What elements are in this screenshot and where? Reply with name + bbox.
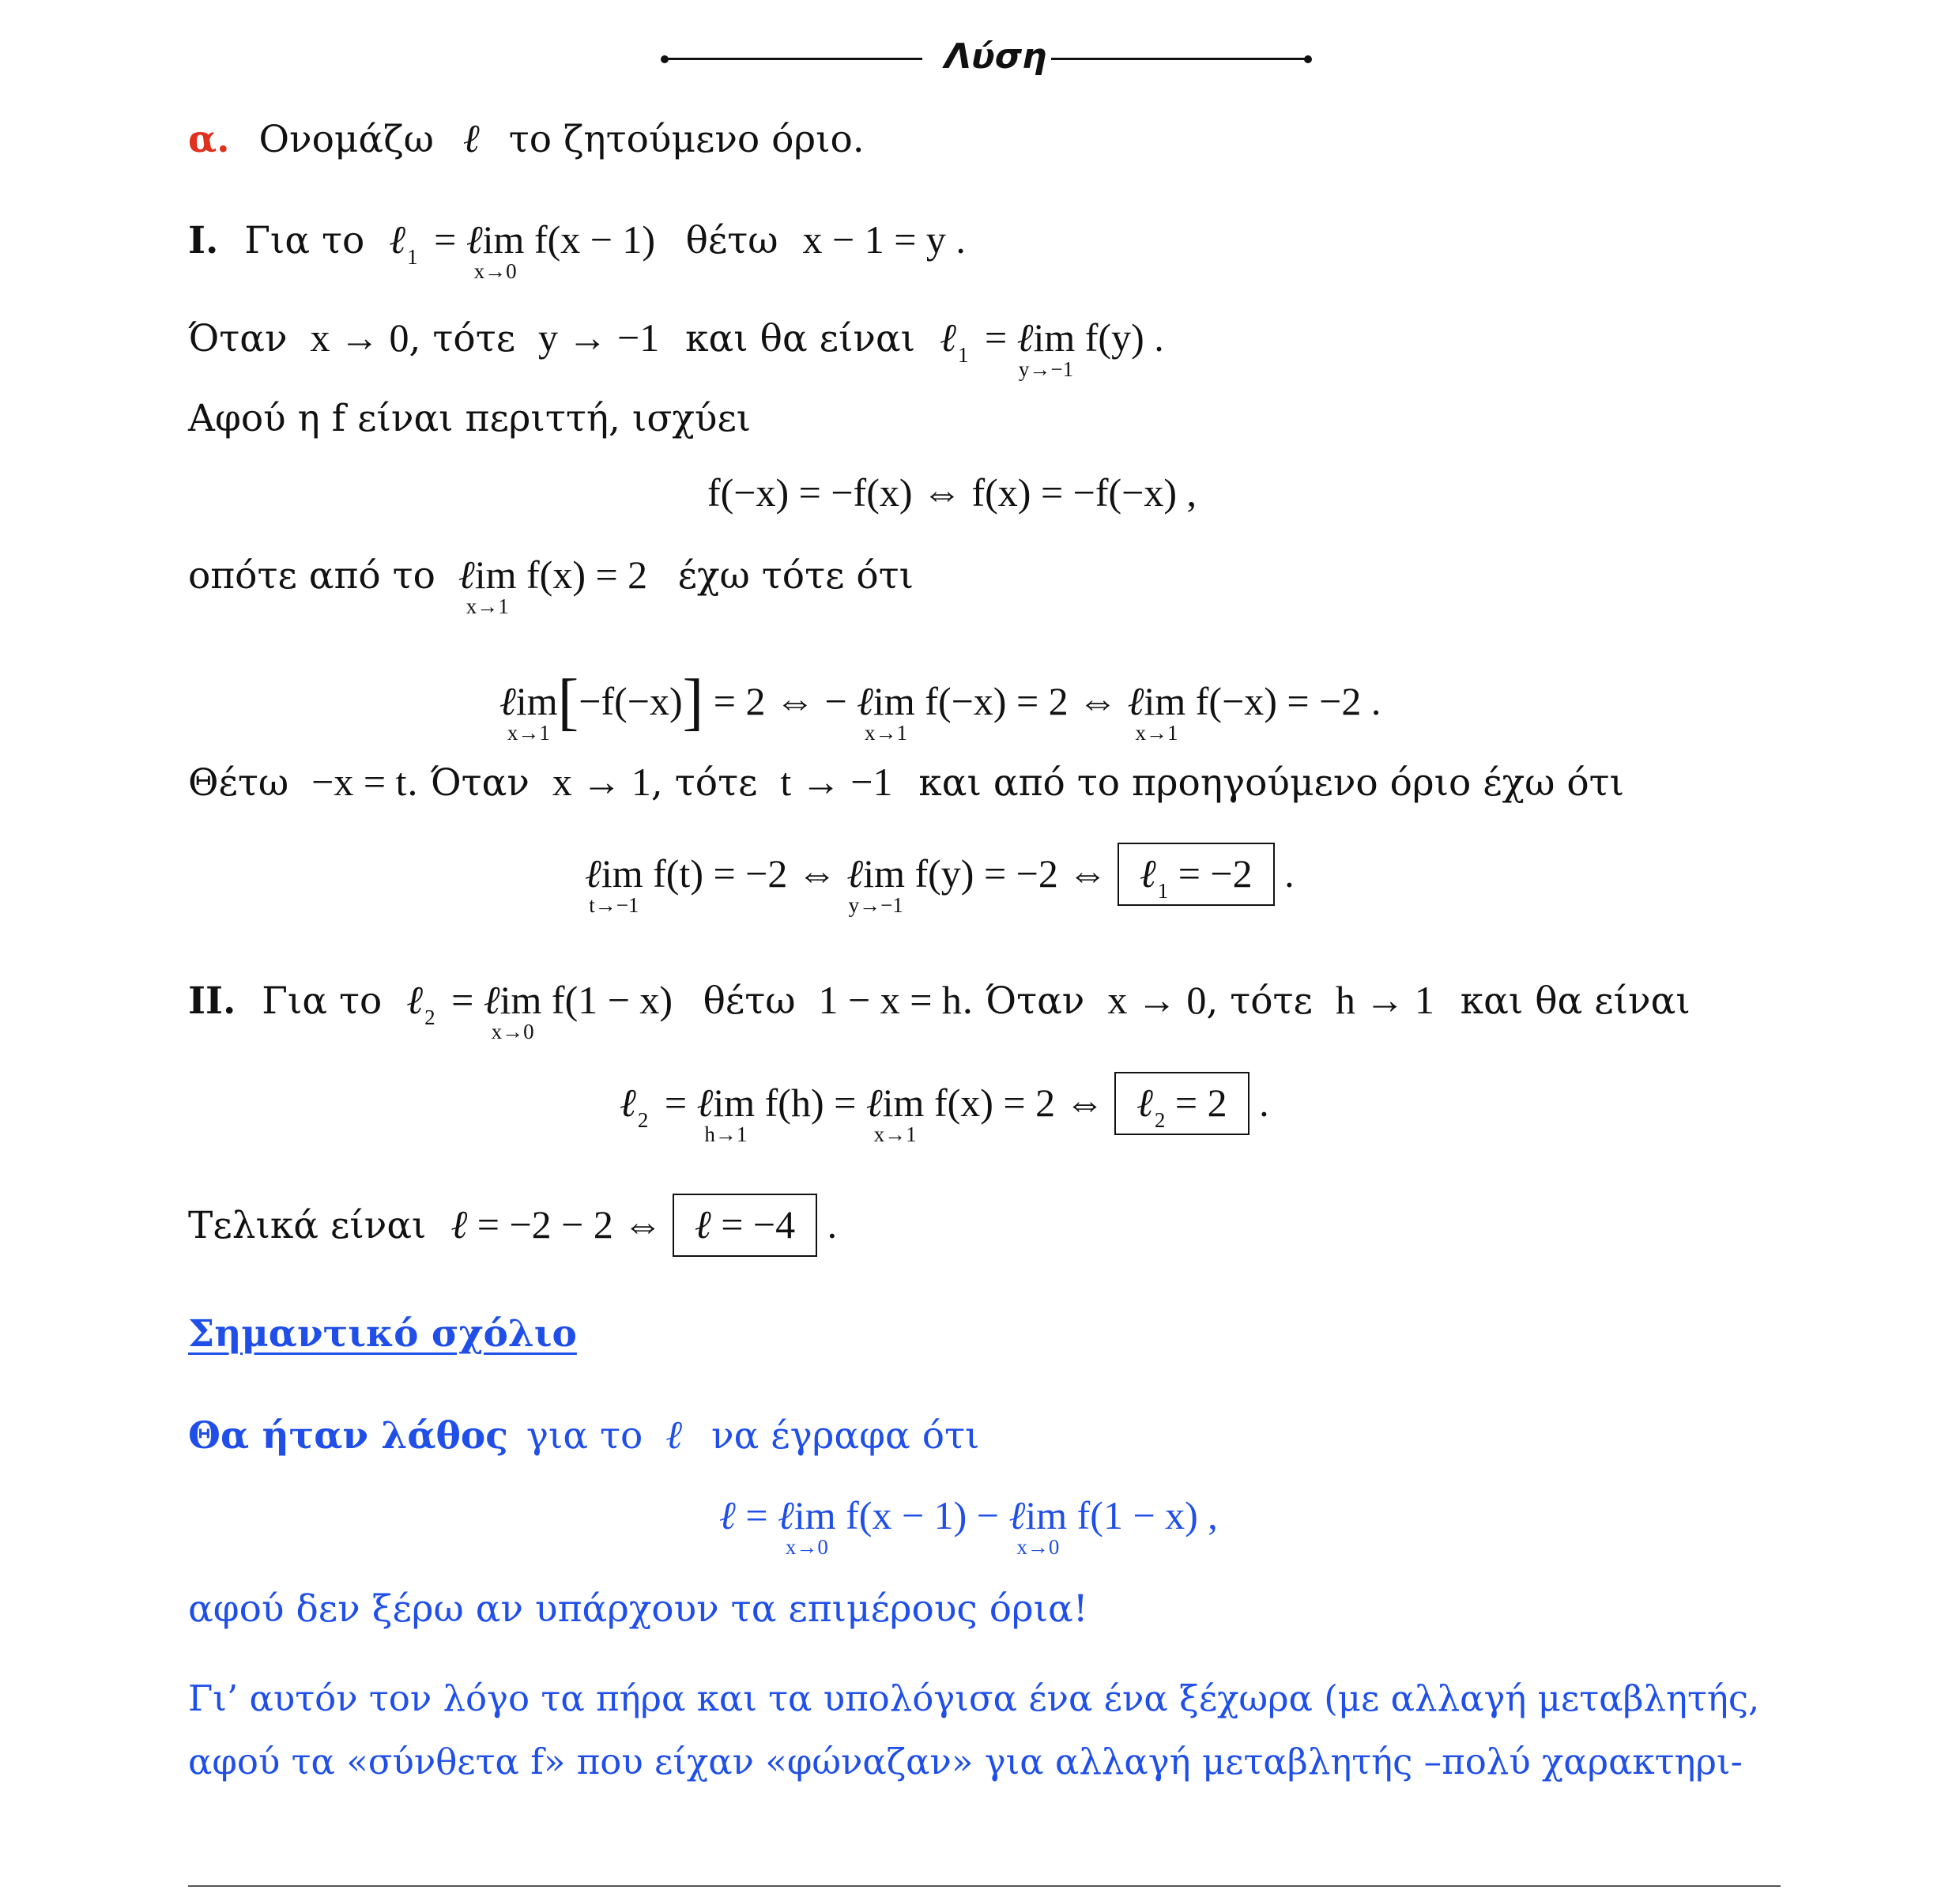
lim-text: im (873, 679, 915, 723)
ell-symbol: ℓ (1008, 1493, 1026, 1537)
t-to-minus-1: t → −1 (780, 760, 893, 804)
period: . (1284, 851, 1295, 896)
limit-h-1 (696, 1081, 756, 1146)
f-x-minus-1: f(x − 1) (533, 217, 656, 262)
boxed-ell-1-value: = −2 (1178, 851, 1253, 896)
section-I-line-1 (188, 217, 966, 283)
limit-subscript: x→0 (785, 1535, 828, 1559)
limit-x-1 (857, 679, 915, 745)
sentence-4a: οπότε από το (188, 554, 435, 598)
ell-symbol: ℓ (458, 553, 475, 597)
sentence-5d: και από το προηγούμενο όριο έχω ότι (918, 761, 1625, 805)
f-1-minus-x: f(1 − x) (551, 978, 673, 1022)
comment-line-2: αφού δεν ξέρω αν υπάρχουν τα επιμέρους όρια! (188, 1587, 1088, 1631)
limit-x-1 (499, 679, 558, 745)
h-to-1: h → 1 (1335, 978, 1434, 1022)
sentence-5a: Θέτω (188, 761, 289, 805)
equation-part-1: = 2 ⇔ − (713, 679, 847, 723)
limit-x-0 (1008, 1493, 1068, 1559)
lim-text: im (1033, 315, 1076, 360)
given-limit (458, 553, 658, 618)
limit-subscript: y→−1 (1018, 357, 1074, 381)
limit-x-0 (778, 1493, 836, 1559)
part-a-intro-end: το ζητούμενο όριο. (508, 118, 865, 161)
equals: = (434, 217, 466, 262)
index-1: 1 (407, 245, 418, 269)
ell-symbol: ℓ (620, 1081, 636, 1125)
final-equation (450, 1202, 837, 1247)
limit-subscript: y→−1 (848, 893, 903, 917)
limit-subscript: x→1 (1135, 721, 1178, 745)
substitution-y: x − 1 = y . (802, 217, 966, 262)
index-1: 1 (1157, 879, 1169, 903)
limit-subscript: x→0 (491, 1020, 534, 1043)
comment-heading: Σημαντικό σχόλιο (188, 1312, 577, 1356)
limit-y-m1 (846, 851, 905, 917)
comment-bold-lead: Θα ήταν λάθος (188, 1414, 508, 1458)
sentence-2c: και θα είναι (685, 317, 916, 360)
x-to-0: x → 0 (1107, 978, 1207, 1022)
ell-1-result (940, 315, 1164, 381)
sentence-5c: , τότε (650, 761, 758, 805)
lim-text: im (499, 978, 542, 1022)
equals: = (984, 315, 1017, 360)
section-II-text-1: Για το (262, 979, 383, 1023)
limit-subscript: x→0 (1016, 1535, 1060, 1559)
limit-x-0 (466, 217, 525, 283)
section-I-line-5 (188, 760, 1625, 805)
ell-symbol: ℓ (940, 315, 956, 360)
section-I-line-2 (188, 315, 1164, 381)
comment-line-1-end: να έγραφα ότι (711, 1414, 980, 1458)
lim-text: im (482, 217, 525, 262)
limit-subscript: x→0 (473, 259, 517, 283)
index-2: 2 (1154, 1108, 1166, 1132)
ell-symbol: ℓ (694, 1202, 711, 1247)
ell-symbol: ℓ (585, 851, 601, 896)
ell-1-def (389, 217, 665, 283)
limit-x-1 (865, 1081, 925, 1146)
sentence-5b: . Όταν (406, 761, 530, 805)
final-eq: = −2 − 2 ⇔ (477, 1202, 663, 1247)
comment-line-1 (188, 1413, 980, 1458)
right-bracket: ] (682, 667, 704, 737)
ell-2-def (406, 978, 682, 1043)
rule-dot-right (1304, 55, 1312, 63)
equals: = (745, 1493, 768, 1537)
lim-text: im (1144, 679, 1186, 723)
substitution-t: −x = t (311, 760, 407, 804)
x-to-1: x → 1 (552, 760, 651, 804)
section-II-text-3: . Όταν (961, 979, 1085, 1023)
section-II-label: II. (188, 979, 236, 1023)
index-2: 2 (637, 1108, 649, 1132)
ell-symbol: ℓ (865, 1081, 883, 1125)
limit-subscript: t→−1 (589, 893, 639, 917)
ell-symbol: ℓ (719, 1493, 736, 1537)
boxed-ell-1 (1118, 843, 1275, 906)
ell-symbol: ℓ (1016, 315, 1034, 360)
sentence-2a: Όταν (188, 317, 288, 360)
ell-symbol: ℓ (846, 851, 864, 896)
lim-text: im (601, 851, 643, 896)
limit-t-m1 (585, 851, 643, 917)
ell-symbol: ℓ (665, 1413, 683, 1457)
lim-text: im (793, 1493, 836, 1537)
part-a-intro: Ονομάζω (258, 118, 434, 161)
f-x-eq-2: f(x) = 2 (526, 553, 648, 597)
f-t-eq: f(t) = −2 ⇔ (653, 851, 837, 896)
limit-x-0 (483, 978, 542, 1043)
limit-subscript: x→1 (864, 721, 907, 745)
section-I-line-4 (188, 553, 914, 618)
boxed-ell-2 (1114, 1072, 1250, 1135)
comment-line-1-rest: για το (526, 1414, 643, 1458)
ell-symbol: ℓ (778, 1493, 794, 1537)
ell-symbol: ℓ (1139, 851, 1156, 896)
lim-text: im (863, 851, 905, 896)
ell-symbol: ℓ (483, 978, 500, 1022)
f-y-eq: f(y) = −2 ⇔ (914, 851, 1108, 896)
limit-x-1 (1127, 679, 1186, 745)
ell-symbol: ℓ (462, 116, 480, 160)
section-II-text-2: θέτω (703, 979, 796, 1023)
limit-subscript: x→1 (466, 594, 509, 618)
part-a-label: α. (188, 118, 230, 161)
comment-line-3: Γι’ αυτόν τον λόγο τα πήρα και τα υπολόγισα ένα ένα ξέχωρα (με αλλαγή μεταβλητής, (188, 1677, 1760, 1719)
limit-y-m1 (1016, 315, 1076, 381)
bracket-inner: −f(−x) (579, 679, 683, 723)
section-II-line-1 (188, 978, 1690, 1043)
part-a-line (188, 116, 865, 161)
rule-line-right (1051, 58, 1308, 60)
boxed-ell-value: = −4 (721, 1202, 796, 1247)
ell-symbol: ℓ (1136, 1081, 1153, 1125)
section-I-text-2: θέτω (685, 219, 778, 262)
ell-symbol: ℓ (406, 978, 424, 1022)
period: . (1259, 1081, 1269, 1125)
x-to-0: x → 0 (310, 315, 409, 360)
ell-1-result-line (585, 843, 1295, 917)
ell-symbol: ℓ (499, 679, 516, 723)
substitution-h: 1 − x = h (818, 978, 962, 1022)
comment-f1: f(x − 1) − (846, 1493, 1000, 1537)
limit-subscript: x→1 (873, 1122, 917, 1146)
final-text: Τελικά είναι (188, 1204, 427, 1247)
y-to-minus-1: y → −1 (538, 315, 660, 360)
lim-text: im (515, 679, 558, 723)
section-I-line-3: Αφού η f είναι περιττή, ισχύει (188, 397, 752, 440)
limit-subscript: h→1 (704, 1122, 748, 1146)
ell-symbol: ℓ (450, 1202, 468, 1247)
solution-title: Λύση (944, 36, 1047, 77)
f-y: f(y) . (1084, 315, 1164, 360)
lim-text: im (1025, 1493, 1068, 1537)
equation-part-3: f(−x) = −2 . (1195, 679, 1381, 723)
section-I-label: I. (188, 219, 219, 262)
ell-symbol: ℓ (466, 217, 483, 262)
rule-line-left (665, 58, 922, 60)
lim-text: im (882, 1081, 925, 1125)
left-bracket: [ (557, 667, 579, 737)
lim-text: im (713, 1081, 756, 1125)
ell-symbol: ℓ (857, 679, 873, 723)
period: . (827, 1202, 838, 1247)
equation-part-2: f(−x) = 2 ⇔ (925, 679, 1118, 723)
boxed-ell-2-value: = 2 (1174, 1081, 1227, 1125)
odd-identity: f(−x) = −f(x) ⇔ f(x) = −f(−x) , (707, 470, 1197, 515)
comment-f2: f(1 − x) , (1076, 1493, 1218, 1537)
final-line (188, 1194, 837, 1257)
ell-2-result-line (620, 1072, 1269, 1146)
index-2: 2 (424, 1005, 435, 1029)
footer-rule (188, 1885, 1781, 1887)
comment-line-4: αφού τα «σύνθετα f» που είχαν «φώναζαν» για αλλαγή μεταβλητής –πολύ χαρακτηρι- (188, 1741, 1743, 1782)
comment-equation (719, 1493, 1218, 1559)
limit-x-1 (458, 553, 517, 618)
section-I-text-1: Για το (244, 219, 365, 262)
bracket-limit-line (499, 662, 1381, 745)
ell-symbol: ℓ (696, 1081, 714, 1125)
sentence-4b: έχω τότε ότι (677, 554, 914, 598)
ell-symbol: ℓ (389, 217, 406, 262)
boxed-ell (673, 1194, 817, 1257)
section-II-text-4: , τότε (1206, 979, 1313, 1023)
limit-subscript: x→1 (507, 721, 550, 745)
equals: = (451, 978, 484, 1022)
index-1: 1 (957, 343, 969, 367)
ell-symbol: ℓ (1127, 679, 1144, 723)
section-II-text-5: και θα είναι (1460, 979, 1690, 1023)
equals: = (664, 1081, 697, 1125)
f-h-eq: f(h) = (764, 1081, 857, 1125)
lim-text: im (474, 553, 517, 597)
f-x-eq-2-iff: f(x) = 2 ⇔ (933, 1081, 1105, 1125)
sentence-2b: , τότε (409, 317, 516, 360)
